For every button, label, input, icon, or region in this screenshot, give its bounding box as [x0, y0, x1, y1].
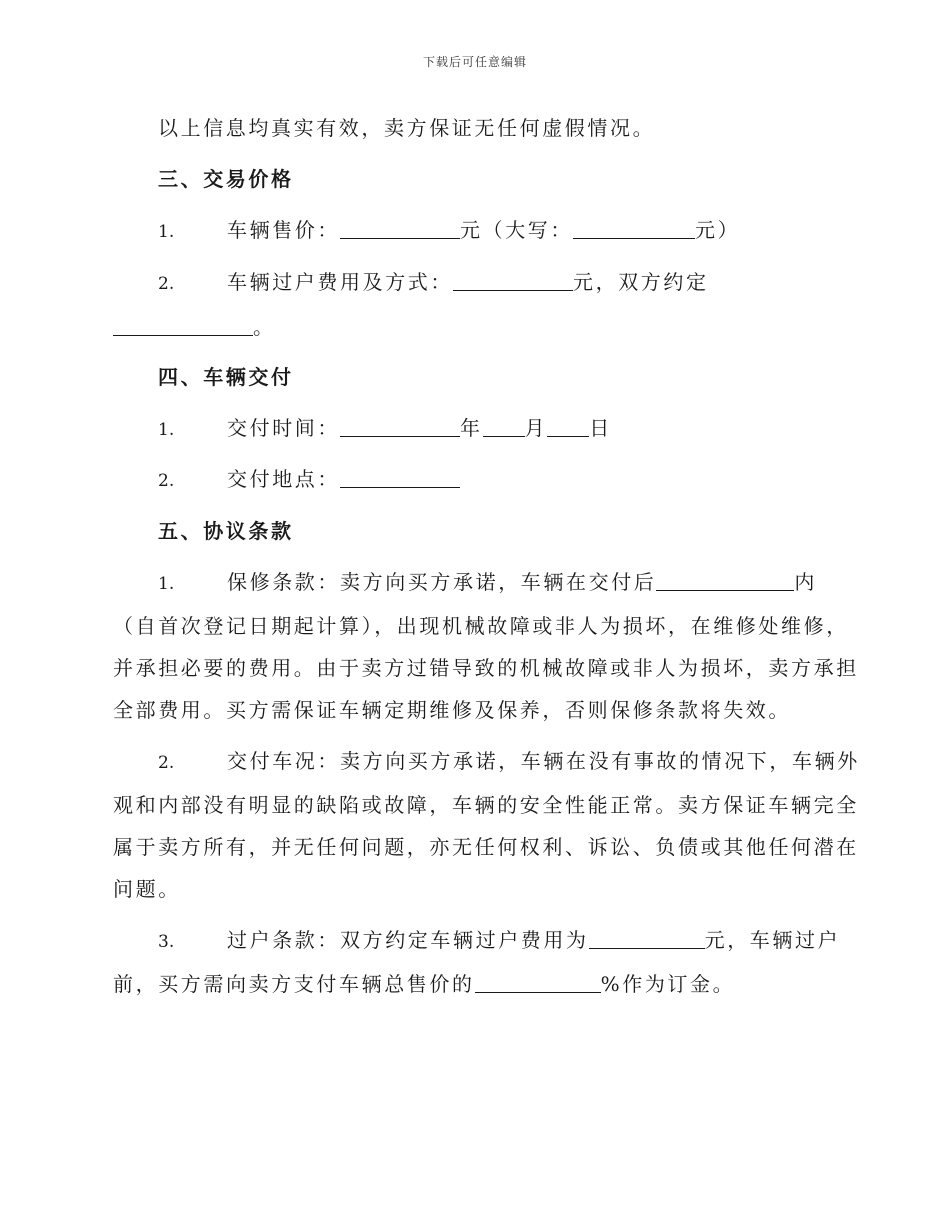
section-4-title: 四、车辆交付 — [158, 365, 294, 389]
clause-number: 1. — [158, 574, 175, 594]
year-blank[interactable] — [340, 412, 460, 437]
clause-line: （自首次登记日期起计算），出现机械故障或非人为损坏，在维修处维修， — [113, 614, 849, 638]
clause-lead: 保修条款：卖方向买方承诺，车辆在交付后 — [227, 570, 657, 594]
clause-3 — [113, 919, 841, 1005]
section-5-title: 五、协议条款 — [158, 519, 294, 543]
month-blank[interactable] — [483, 412, 525, 437]
deposit-percent-blank[interactable] — [475, 968, 601, 993]
clause-line: 观和内部没有明显的缺陷或故障，车辆的安全性能正常。卖方保证车辆完全 — [113, 793, 859, 817]
clause-lead-end: 元，车辆过户 — [704, 928, 841, 952]
item-label: 交付时间： — [227, 416, 340, 440]
price-uppercase-blank[interactable] — [573, 214, 695, 239]
page-header-note: 下载后可任意编辑 — [422, 55, 527, 69]
clause-number: 3. — [158, 932, 175, 952]
item-number: 2. — [158, 274, 175, 294]
clause-line: 交付车况：卖方向买方承诺，车辆在没有事故的情况下，车辆外 — [227, 749, 860, 773]
clause-line: 全部费用。买方需保证车辆定期维修及保养，否则保修条款将失效。 — [113, 698, 791, 722]
intro-paragraph: 以上信息均真实有效，卖方保证无任何虚假情况。 — [158, 116, 656, 140]
year-label: 年 — [460, 416, 483, 440]
clause-number: 2. — [158, 753, 175, 773]
section-3-item-1 — [113, 209, 833, 253]
item-label: 车辆售价： — [227, 218, 340, 242]
item-end: 。 — [253, 315, 276, 339]
item-number: 1. — [158, 420, 175, 440]
item-number: 2. — [158, 471, 175, 491]
clause-line-end: %作为订金。 — [600, 972, 736, 996]
item-unit: 元（大写： — [460, 218, 573, 242]
day-label: 日 — [589, 416, 612, 440]
clause-1 — [113, 561, 859, 731]
delivery-place-blank[interactable] — [340, 463, 460, 488]
day-blank[interactable] — [547, 412, 589, 437]
clause-line: 属于卖方所有，并无任何问题，亦无任何权利、诉讼、负债或其他任何潜在 — [113, 835, 859, 859]
item-label: 交付地点： — [227, 467, 340, 491]
clause-line-start: 前，买方需向卖方支付车辆总售价的 — [113, 972, 475, 996]
section-4-item-2 — [113, 458, 833, 502]
price-blank[interactable] — [340, 214, 460, 239]
section-3-item-2-continued — [113, 306, 833, 348]
section-3-title: 三、交易价格 — [158, 167, 294, 191]
clause-lead-end: 内 — [794, 570, 818, 594]
clause-line: 问题。 — [113, 877, 181, 901]
clause-lead: 过户条款：双方约定车辆过户费用为 — [227, 928, 589, 952]
transfer-fee-blank[interactable] — [453, 266, 573, 291]
warranty-period-blank[interactable] — [656, 566, 794, 591]
item-unit: 元，双方约定 — [573, 270, 709, 294]
section-4-item-1 — [113, 407, 833, 451]
month-label: 月 — [524, 416, 548, 440]
clause-line: 并承担必要的费用。由于卖方过错导致的机械故障或非人为损坏，卖方承担 — [113, 656, 859, 680]
item-label: 车辆过户费用及方式： — [227, 270, 453, 294]
item-number: 1. — [158, 222, 175, 242]
section-3-item-2 — [113, 261, 833, 305]
transfer-fee-amount-blank[interactable] — [589, 924, 705, 949]
clause-2 — [113, 740, 860, 910]
transfer-method-blank[interactable] — [113, 311, 253, 336]
item-unit-end: 元） — [695, 218, 741, 242]
